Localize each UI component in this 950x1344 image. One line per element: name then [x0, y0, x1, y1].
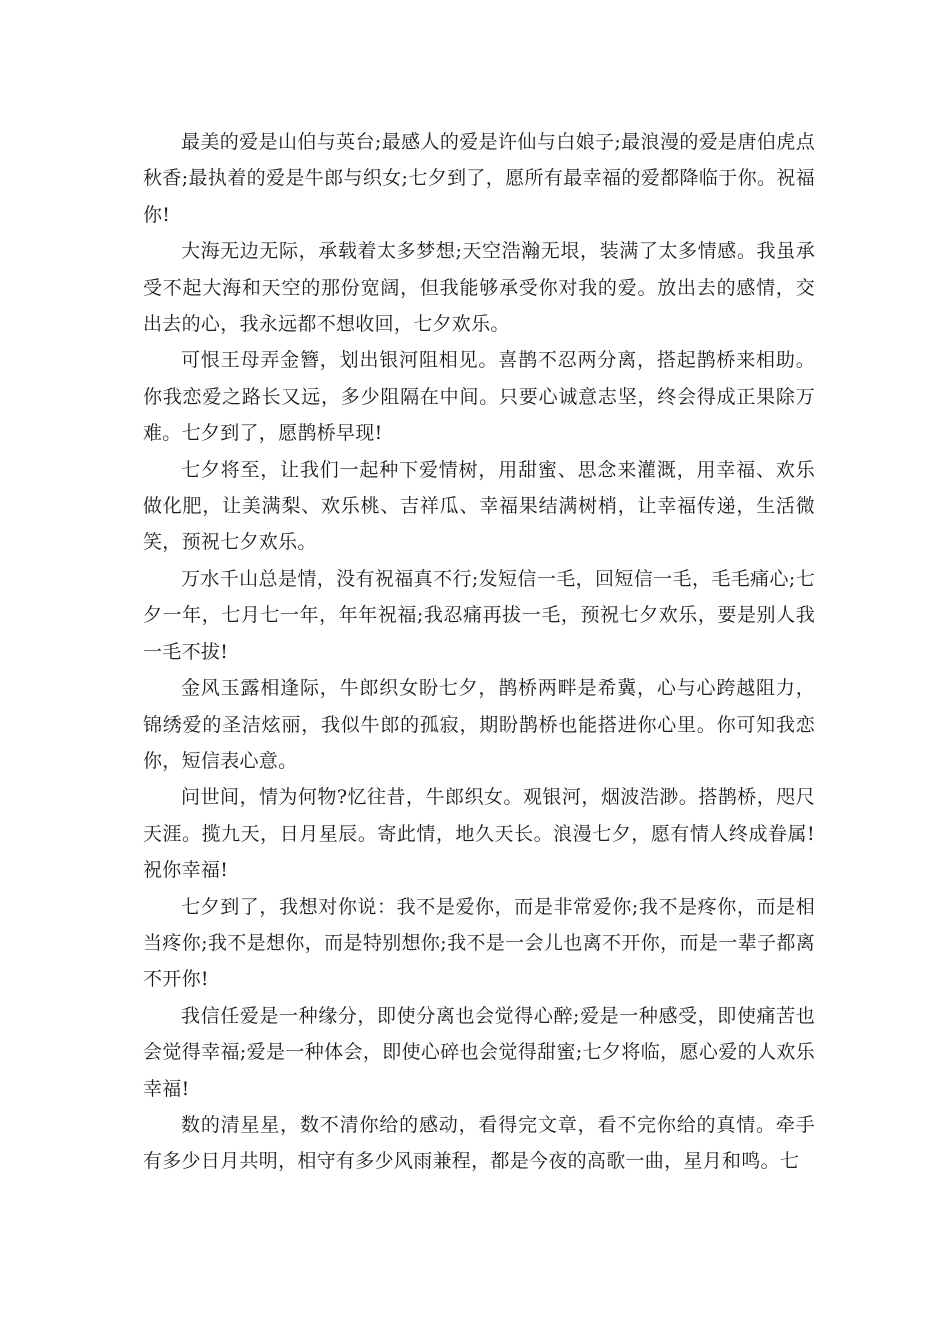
paragraph-8: 七夕到了，我想对你说：我不是爱你，而是非常爱你;我不是疼你，而是相当疼你;我不是想你，而是特别想你;我不是一会儿也离不开你，而是一辈子都离不开你!: [143, 895, 815, 991]
paragraph-10: 数的清星星，数不清你给的感动，看得完文章，看不完你给的真情。牵手有多少日月共明，相守有多少风雨兼程，都是今夜的高歌一曲，星月和鸣。七: [143, 1113, 815, 1173]
paragraph-7: 问世间，情为何物?忆往昔，牛郎织女。观银河，烟波浩渺。搭鹊桥，咫尺天涯。揽九天，日月星辰。寄此情，地久天长。浪漫七夕，愿有情人终成眷属!祝你幸福!: [143, 786, 815, 882]
paragraph-2: 大海无边无际，承载着太多梦想;天空浩瀚无垠，装满了太多情感。我虽承受不起大海和天空的那份宽阔，但我能够承受你对我的爱。放出去的感情，交出去的心，我永远都不想收回，七夕欢乐。: [143, 240, 815, 336]
paragraph-4: 七夕将至，让我们一起种下爱情树，用甜蜜、思念来灌溉，用幸福、欢乐做化肥，让美满梨、欢乐桃、吉祥瓜、幸福果结满树梢，让幸福传递，生活微笑，预祝七夕欢乐。: [143, 458, 815, 554]
paragraph-1: 最美的爱是山伯与英台;最感人的爱是许仙与白娘子;最浪漫的爱是唐伯虎点秋香;最执着的爱是牛郎与织女;七夕到了，愿所有最幸福的爱都降临于你。祝福你!: [143, 131, 815, 226]
paragraph-5: 万水千山总是情，没有祝福真不行;发短信一毛，回短信一毛，毛毛痛心;七夕一年，七月七一年，年年祝福;我忍痛再拔一毛，预祝七夕欢乐，要是别人我一毛不拔!: [143, 567, 815, 663]
document-body: [143, 124, 815, 1180]
paragraph-9: 我信任爱是一种缘分，即使分离也会觉得心醉;爱是一种感受，即使痛苦也会觉得幸福;爱是一种体会，即使心碎也会觉得甜蜜;七夕将临，愿心爱的人欢乐幸福!: [143, 1004, 815, 1100]
paragraph-6: 金风玉露相逢际，牛郎织女盼七夕，鹊桥两畔是希冀，心与心跨越阻力，锦绣爱的圣洁炫丽，我似牛郎的孤寂，期盼鹊桥也能搭进你心里。你可知我恋你，短信表心意。: [143, 677, 815, 772]
paragraph-3: 可恨王母弄金簪，划出银河阻相见。喜鹊不忍两分离，搭起鹊桥来相助。你我恋爱之路长又远，多少阻隔在中间。只要心诚意志坚，终会得成正果除万难。七夕到了，愿鹊桥早现!: [143, 349, 815, 445]
